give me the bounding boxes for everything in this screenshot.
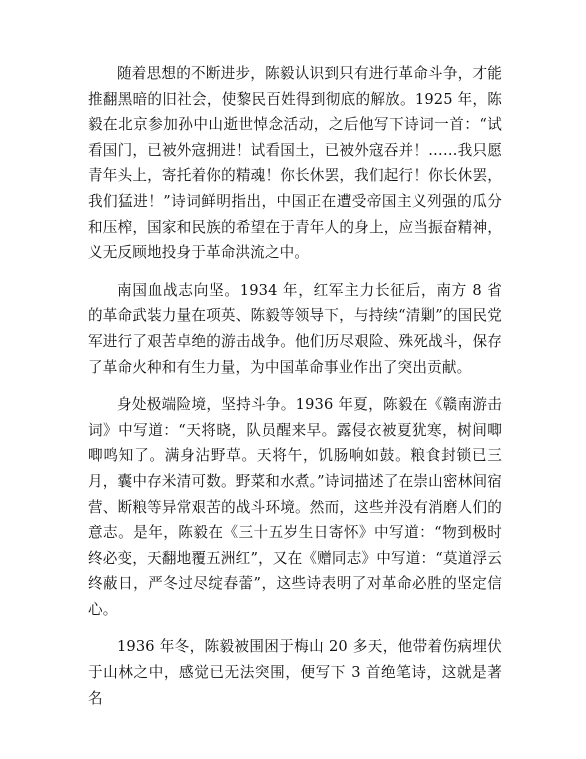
paragraph-4: 1936 年冬，陈毅被围困于梅山 20 多天，他带着伤病埋伏于山林之中，感觉已无法突围，便写下 3 首绝笔诗，这就是著名 — [88, 638, 502, 707]
document-page — [88, 61, 502, 723]
paragraph-2: 南国血战志向坚。1934 年，红军主力长征后，南方 8 省的革命武装力量在项英、陈毅等领导下，与持续“清剿”的国民党军进行了艰苦卓绝的游击战争。他们历尽艰险、殊死战斗，保存了革命火种和有生力量，为中国革命事业作出了突出贡献。 — [88, 281, 502, 376]
paragraph-1: 随着思想的不断进步，陈毅认识到只有进行革命斗争，才能推翻黑暗的旧社会，使黎民百姓得到彻底的解放。1925 年，陈毅在北京参加孙中山逝世悼念活动，之后他写下诗词一首：“试看国门，已被外寇拥进！试看国土，已被外寇吞并！……我只愿青年头上，寄托着你的精魂！你长休罢，我们起行！你长休罢，我们猛进！”诗词鲜明指出，中国正在遭受帝国主义列强的瓜分和压榨，国家和民族的希望在于青年人的身上，应当振奋精神，义无反顾地投身于革命洪流之中。 — [88, 65, 502, 262]
paragraph-3: 身处极端险境，坚持斗争。1936 年夏，陈毅在《赣南游击词》中写道：“天将晓，队员醒来早。露侵衣被夏犹寒，树间唧唧鸣知了。满身沾野草。天将午，饥肠响如鼓。粮食封锁已三月，囊中存米清可数。野菜和水煮。”诗词描述了在崇山密林间宿营、断粮等异常艰苦的战斗环境。然而，这些并没有消磨人们的意志。是年，陈毅在《三十五岁生日寄怀》中写道：“物到极时终必变，天翻地覆五洲红”，又在《赠同志》中写道：“莫道浮云终蔽日，严冬过尽绽春蕾”，这些诗表明了对革命必胜的坚定信心。 — [88, 396, 502, 618]
